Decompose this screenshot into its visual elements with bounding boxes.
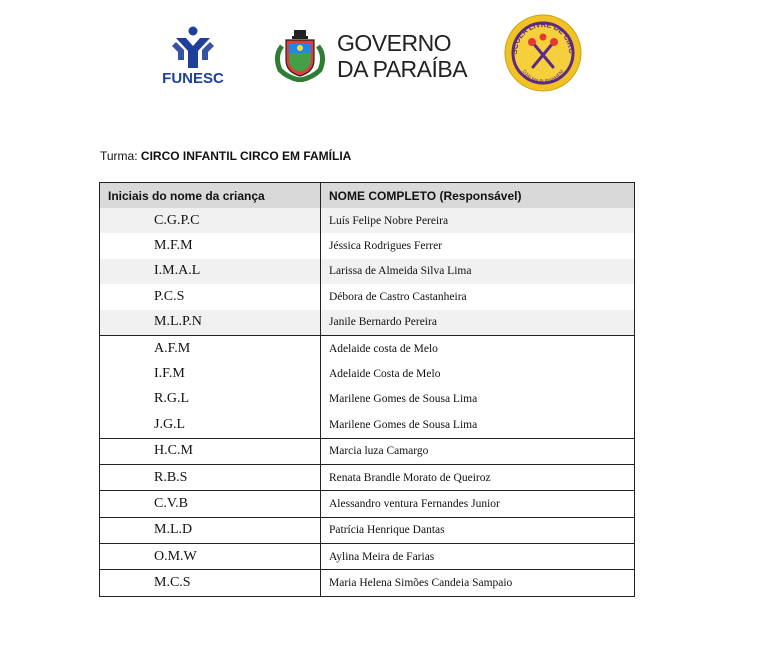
- table-row: [100, 335, 635, 361]
- funesc-text: FUNESC: [162, 70, 224, 87]
- initials-cell: M.F.M: [100, 233, 321, 258]
- name-cell: Janile Bernardo Pereira: [321, 310, 635, 336]
- governo-line1: GOVERNO: [337, 30, 452, 56]
- name-cell: Maria Helena Simões Candeia Sampaio: [321, 570, 635, 596]
- table-row: [100, 233, 635, 258]
- initials-cell: P.C.S: [100, 284, 321, 309]
- initials-cell: I.M.A.L: [100, 259, 321, 284]
- initials-cell: I.F.M: [100, 361, 321, 386]
- initials-cell: M.C.S: [100, 570, 321, 596]
- header-initials: Iniciais do nome da criança: [100, 183, 321, 209]
- table-row: [100, 464, 635, 490]
- initials-cell: J.G.L: [100, 412, 321, 438]
- turma-value: CIRCO INFANTIL CIRCO EM FAMÍLIA: [140, 149, 352, 163]
- escola-livre-circo-logo: [503, 13, 583, 93]
- name-cell: Larissa de Almeida Silva Lima: [321, 259, 635, 284]
- table-row: [100, 361, 635, 386]
- table-row: [100, 491, 635, 517]
- table-row: [100, 570, 635, 596]
- table-row: [100, 259, 635, 284]
- name-cell: Débora de Castro Castanheira: [321, 284, 635, 309]
- logo-bar: [0, 0, 768, 110]
- name-cell: Adelaide costa de Melo: [321, 335, 635, 361]
- table-row: [100, 544, 635, 570]
- turma-line: [100, 149, 351, 163]
- initials-cell: H.C.M: [100, 438, 321, 464]
- name-cell: Adelaide Costa de Melo: [321, 361, 635, 386]
- name-cell: Marcia luza Camargo: [321, 438, 635, 464]
- initials-cell: R.G.L: [100, 387, 321, 412]
- table-row: [100, 387, 635, 412]
- escola-arc-top: SCOLA LIVRE DE CIRC: [509, 19, 577, 55]
- name-cell: Renata Brandle Morato de Queiroz: [321, 464, 635, 490]
- name-cell: Luís Felipe Nobre Pereira: [321, 208, 635, 233]
- table-row: [100, 208, 635, 233]
- name-cell: Jéssica Rodrigues Ferrer: [321, 233, 635, 258]
- initials-cell: A.F.M: [100, 335, 321, 361]
- table-row: [100, 412, 635, 438]
- governo-line2: DA PARAÍBA: [337, 56, 468, 82]
- name-cell: Alessandro ventura Fernandes Junior: [321, 491, 635, 517]
- table-header-row: [100, 183, 635, 209]
- initials-cell: M.L.P.N: [100, 310, 321, 336]
- governo-paraiba-wordmark: [337, 30, 467, 82]
- table-row: [100, 517, 635, 543]
- table-row: [100, 284, 635, 309]
- name-cell: Patrícia Henrique Dantas: [321, 517, 635, 543]
- initials-cell: M.L.D: [100, 517, 321, 543]
- paraiba-crest-icon: [272, 26, 328, 82]
- header-full-name: NOME COMPLETO (Responsável): [321, 183, 635, 209]
- initials-cell: C.V.B: [100, 491, 321, 517]
- name-cell: Aylina Meira de Farias: [321, 544, 635, 570]
- initials-cell: R.B.S: [100, 464, 321, 490]
- funesc-logo: [162, 26, 224, 90]
- name-cell: Marilene Gomes de Sousa Lima: [321, 387, 635, 412]
- table-row: [100, 310, 635, 336]
- escola-arc-bottom: DJALMA BURANHEM: [520, 68, 566, 86]
- roster-table: [99, 182, 635, 597]
- table-row: [100, 438, 635, 464]
- initials-cell: C.G.P.C: [100, 208, 321, 233]
- funesc-figure-icon: [162, 26, 224, 70]
- turma-label: Turma:: [100, 149, 141, 163]
- initials-cell: O.M.W: [100, 544, 321, 570]
- name-cell: Marilene Gomes de Sousa Lima: [321, 412, 635, 438]
